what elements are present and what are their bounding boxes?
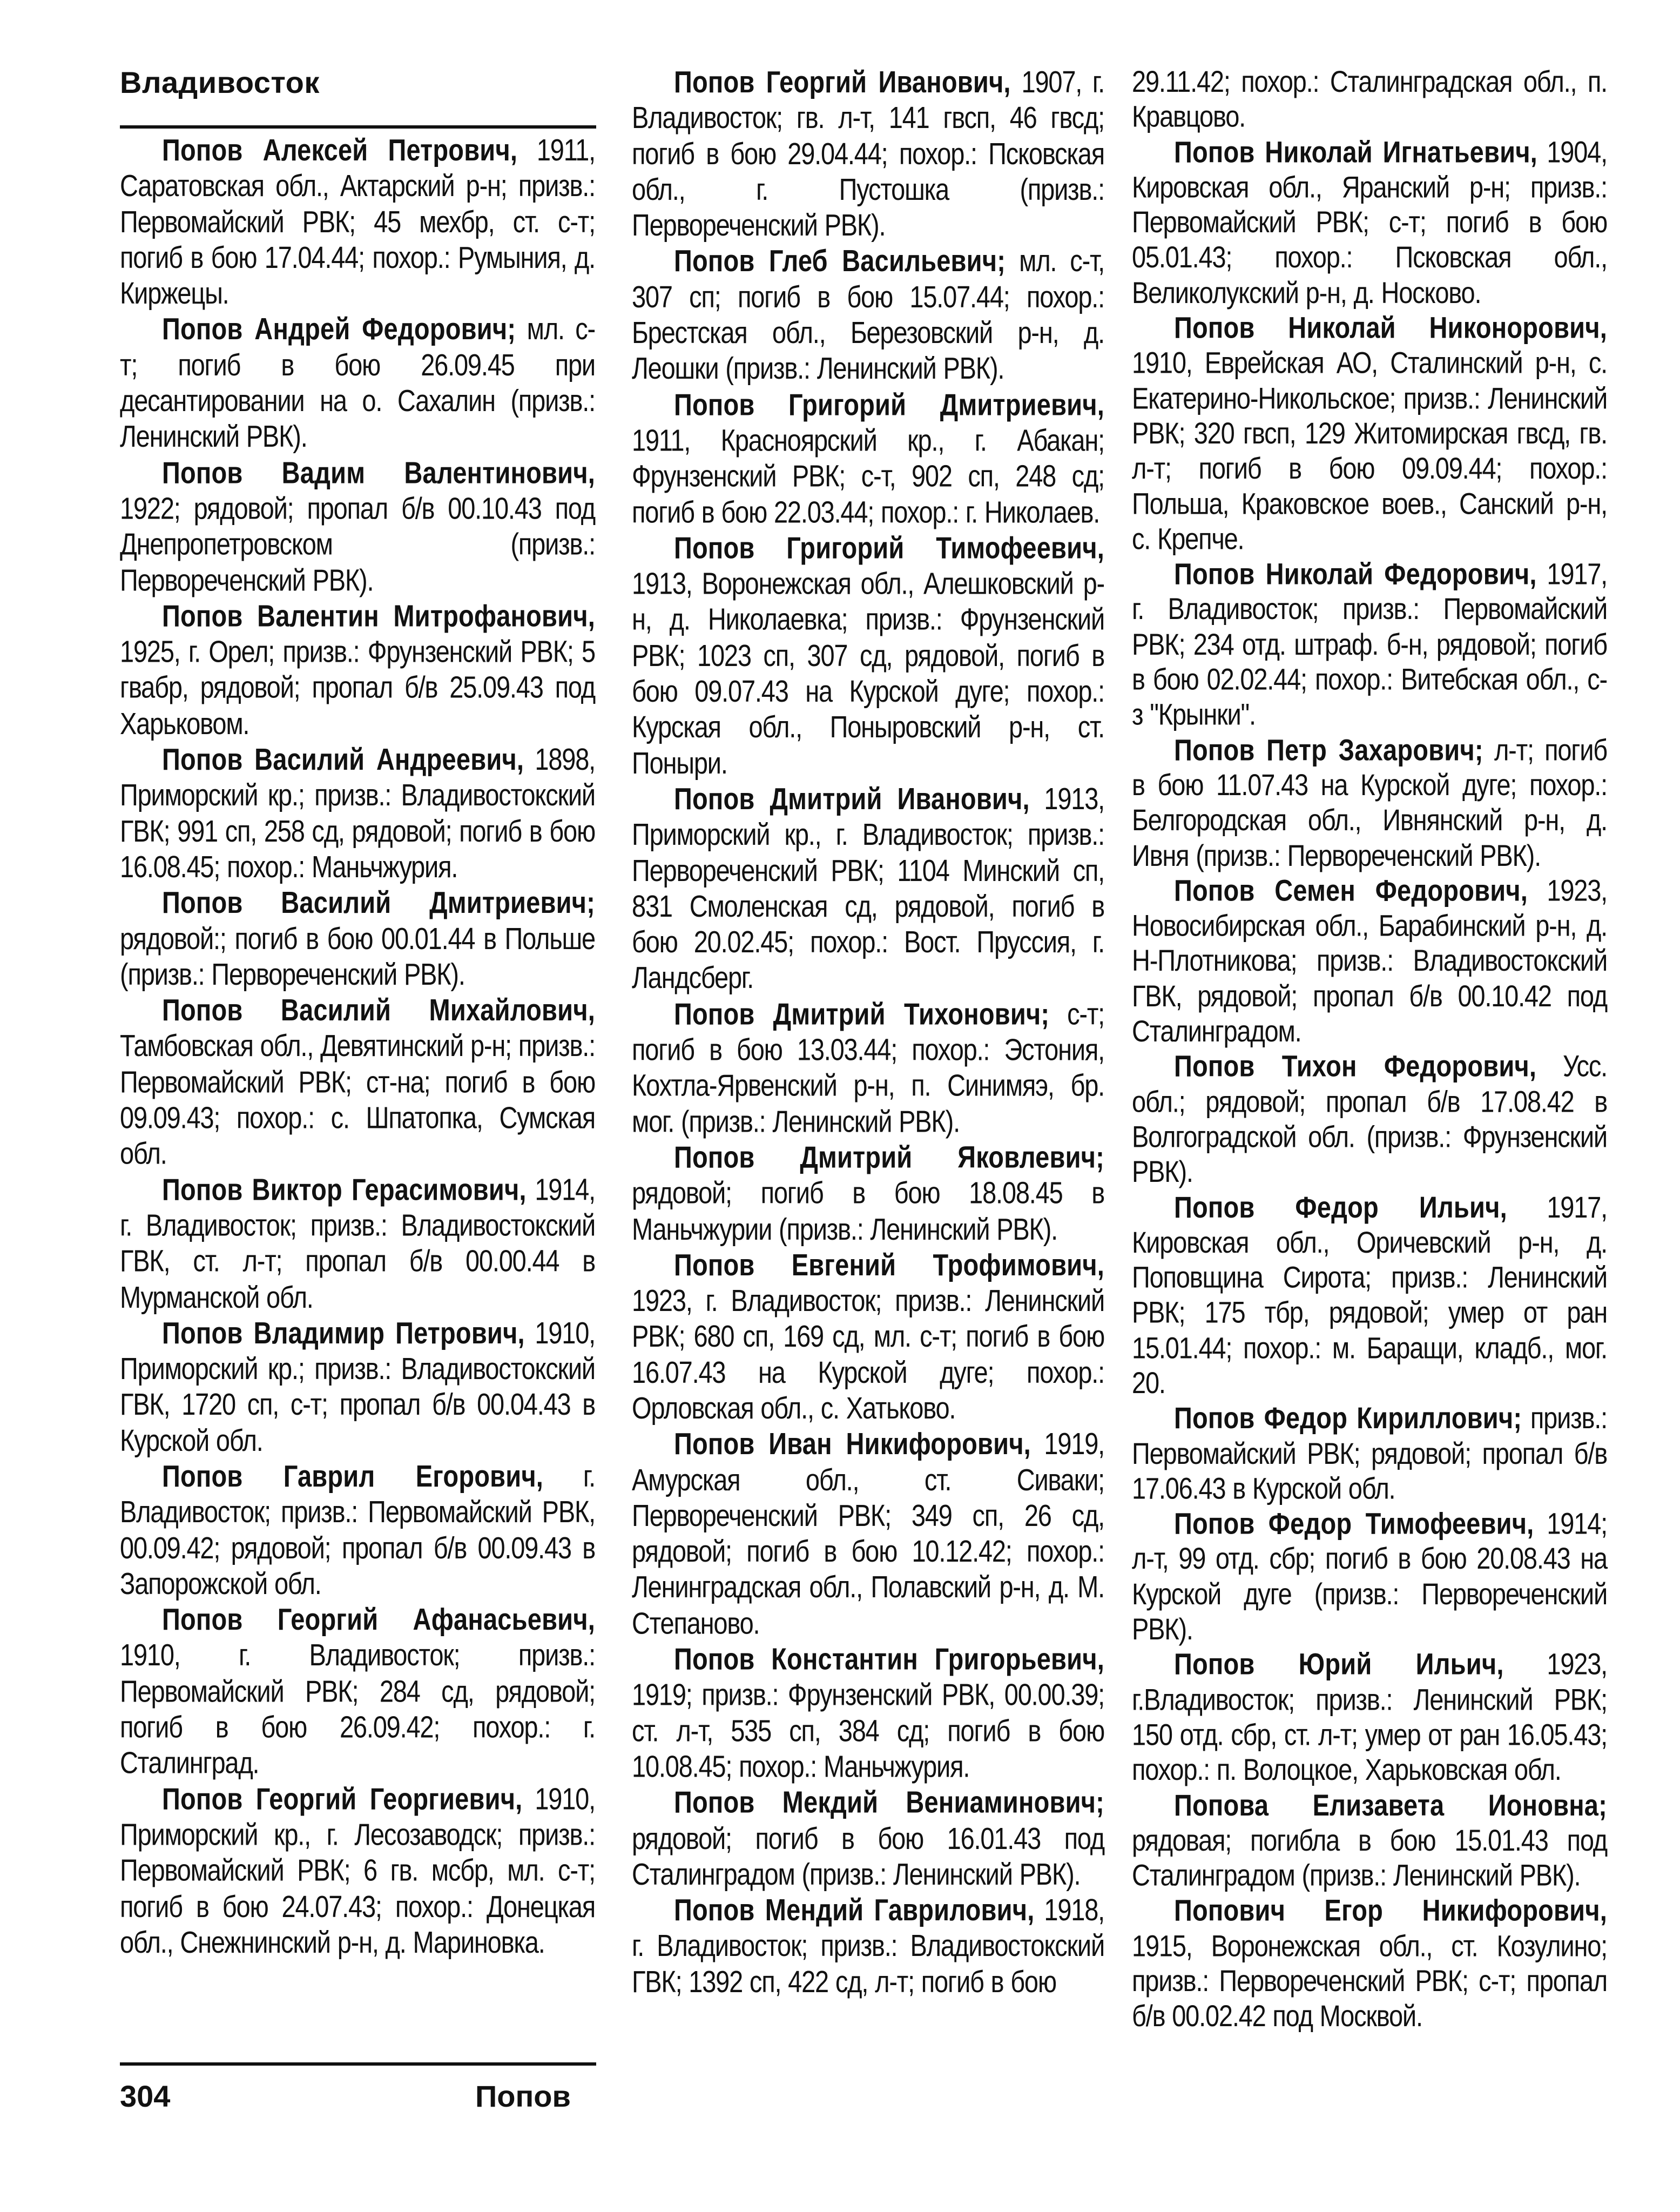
entry-name: Попович Егор Никифорович,	[1174, 1893, 1607, 1927]
entry	[1132, 556, 1607, 732]
entry-text: г. Владивосток; призв.: Первомайский РВК, 00.09.42; рядовой; пропал б/в 00.09.43 в Запорожской обл.	[120, 1458, 595, 1601]
entry	[120, 454, 595, 597]
entry	[1132, 1189, 1607, 1401]
entry-text: мл. с-т, 307 сп; погиб в бою 15.07.44; похор.: Брестская обл., Березовский р-н, д. Леошки (призв.: Ленинский РВК).	[632, 243, 1104, 386]
entry-name: Попов Георгий Афанасьевич,	[162, 1602, 595, 1637]
entry-name: Попова Елизавета Ионовна;	[1174, 1787, 1607, 1822]
entry-name: Попов Федор Кириллович;	[1174, 1401, 1522, 1435]
entry-name: Попов Федор Ильич,	[1174, 1189, 1507, 1224]
entry	[1132, 134, 1607, 310]
entry-text: призв.: Первомайский РВК; рядовой; пропал б/в 17.06.43 в Курской обл.	[1132, 1401, 1608, 1505]
entry	[632, 64, 1104, 243]
entry-name: Попов Евгений Трофимович,	[674, 1247, 1104, 1282]
entry-name: Попов Василий Андреевич,	[162, 742, 524, 776]
column-1	[120, 132, 595, 1960]
entry	[120, 132, 595, 311]
entry-text: 1907, г. Владивосток; гв. л-т, 141 гвсп, 46 гвсд; погиб в бою 29.04.44; похор.: Псковская обл., г. Пустошка (призв.: Первореченский РВК).	[632, 64, 1104, 243]
entry-text: 1922; рядовой; пропал б/в 00.10.43 под Днепропетровском (призв.: Первореченский РВК).	[120, 490, 595, 597]
entry-name: Попов Мендий Гаврилович,	[674, 1892, 1035, 1927]
entry-text: 1923, г. Владивосток; призв.: Ленинский РВК; 680 сп, 169 сд, мл. с-т; погиб в бою 16.07.43 на Курской дуге; похор.: Орловская обл., с. Хатьково.	[632, 1283, 1104, 1425]
entry	[1132, 1506, 1607, 1646]
entry-text: 1910, Приморский кр.; призв.: Владивостокский ГВК, 1720 сп, с-т; пропал б/в 00.04.43 в Курской обл.	[120, 1315, 595, 1457]
entry-name: Попов Вадим Валентинович,	[162, 455, 595, 490]
entry-text: 1911, Саратовская обл., Актарский р-н; призв.: Первомайский РВК; 45 мехбр, ст. с-т; погиб в бою 17.04.44; похор.: Румыния, д. Киржецы.	[120, 132, 595, 311]
entry-name: Попов Григорий Дмитриевич,	[674, 387, 1104, 422]
entry-name: Попов Дмитрий Тихонович;	[674, 996, 1050, 1031]
running-head: Владивосток	[120, 65, 320, 99]
entry-text: 1914, г. Владивосток; призв.: Владивостокский ГВК, ст. л-т; пропал б/в 00.00.44 в Мурманской обл.	[120, 1172, 595, 1314]
entry-text: 1918, г. Владивосток; призв.: Владивостокский ГВК; 1392 сп, 422 сд, л-т; погиб в бою	[632, 1892, 1104, 1999]
entry-text: с-т; погиб в бою 13.03.44; похор.: Эстония, Кохтла-Ярвенский р-н, п. Синимяэ, бр. мог. (призв.: Ленинский РВК).	[632, 996, 1105, 1139]
entry	[120, 598, 595, 741]
footer-rule	[120, 2062, 596, 2066]
entry-name: Попов Виктор Герасимович,	[162, 1172, 527, 1207]
entry	[632, 1247, 1104, 1426]
entry	[120, 1780, 595, 1960]
entry-text: 1911, Красноярский кр., г. Абакан; Фрунзенский РВК; с-т, 902 сп, 248 сд; погиб в бою 22.03.44; похор.: г. Николаев.	[632, 422, 1104, 529]
entry	[1132, 1787, 1607, 1893]
entry	[120, 741, 595, 884]
entry-name: Попов Василий Михайлович,	[162, 992, 595, 1027]
entry	[120, 1602, 595, 1781]
entry-text: 1917, Кировская обл., Оричевский р-н, д. Поповщина Сирота; призв.: Ленинский РВК; 175 тбр, рядовой; умер от ран 15.01.44; похор.: м. Баращи, кладб., мог. 20.	[1132, 1189, 1607, 1400]
entry	[120, 884, 595, 992]
entry	[632, 781, 1104, 996]
entry-text: 1913, Приморский кр., г. Владивосток; призв.: Первореченский РВК; 1104 Минский сп, 831 Смоленская сд, рядовой, погиб в бою 20.02.45; похор.: Вост. Пруссия, г. Ландсберг.	[632, 781, 1104, 995]
entry-text: 1915, Воронежская обл., ст. Козулино; призв.: Первореченский РВК; с-т; пропал б/в 00.02.42 под Москвой.	[1132, 1928, 1607, 2033]
entry	[1132, 1048, 1607, 1189]
entry-name: Попов Иван Никифорович,	[674, 1426, 1031, 1461]
page-number: 304	[120, 2079, 171, 2113]
entry-text: 1923, г.Владивосток; призв.: Ленинский РВК; 150 отд. сбр, ст. л-т; умер от ран 16.05.43; похор.: п. Волоцкое, Харьковская обл.	[1132, 1647, 1607, 1787]
entry-name: Попов Георгий Георгиевич,	[162, 1781, 523, 1816]
entry-text: 1910, г. Владивосток; призв.: Первомайский РВК; 284 сд, рядовой; погиб в бою 26.09.42; похор.: г. Сталинград.	[120, 1638, 595, 1780]
entry	[632, 1139, 1104, 1247]
entry-text: мл. с-т; погиб в бою 26.09.45 при десантировании на о. Сахалин (призв.: Ленинский РВК).	[120, 311, 595, 454]
entry-name: Попов Василий Дмитриевич;	[162, 885, 595, 920]
entry-name: Попов Валентин Митрофанович,	[162, 598, 595, 633]
header-rule	[120, 125, 596, 129]
entry-text: 1919, Амурская обл., ст. Сиваки; Первореченский РВК; 349 сп, 26 сд, рядовой; погиб в бою 10.12.42; похор.: Ленинградская обл., Полавский р-н, д. М. Степаново.	[632, 1426, 1104, 1640]
entry-text: рядовая; погибла в бою 15.01.43 под Сталинградом (призв.: Ленинский РВК).	[1132, 1823, 1607, 1892]
entry	[120, 311, 595, 454]
entry	[632, 1641, 1104, 1784]
entry-name: Попов Юрий Ильич,	[1174, 1647, 1504, 1681]
entry-text: Усс. обл.; рядовой; пропал б/в 17.08.42 в Волгоградской обл. (призв.: Фрунзенский РВК).	[1132, 1049, 1607, 1189]
entry	[1132, 64, 1607, 134]
entry-name: Попов Андрей Федорович;	[162, 311, 516, 346]
entry-name: Попов Семен Федорович,	[1174, 873, 1528, 907]
entry	[1132, 1893, 1607, 2033]
entry-name: Попов Николай Игнатьевич,	[1174, 135, 1537, 169]
entry	[1132, 310, 1607, 556]
entry-name: Попов Глеб Васильевич;	[674, 243, 1006, 278]
entry-name: Попов Дмитрий Яковлевич;	[674, 1139, 1104, 1174]
entry-text: 1923, Новосибирская обл., Барабинский р-н, д. Н-Плотникова; призв.: Владивостокский ГВК, рядовой; пропал б/в 00.10.42 под Сталинградом.	[1132, 873, 1607, 1048]
entry	[120, 1171, 595, 1314]
entry	[632, 243, 1104, 386]
entry	[120, 1315, 595, 1458]
entry-text: 1919; призв.: Фрунзенский РВК, 00.00.39; ст. л-т, 535 сп, 384 сд; погиб в бою 10.08.45; похор.: Маньчжурия.	[632, 1677, 1104, 1784]
entry-text: рядовой; погиб в бою 18.08.45 в Маньчжурии (призв.: Ленинский РВК).	[632, 1175, 1104, 1246]
entry	[632, 1784, 1104, 1892]
entry-name: Попов Григорий Тимофеевич,	[674, 530, 1104, 565]
column-2	[632, 64, 1104, 1999]
entry-text: 1925, г. Орел; призв.: Фрунзенский РВК; 5 гвабр, рядовой; пропал б/в 25.09.43 под Харьковом.	[120, 634, 595, 741]
entry-name: Попов Георгий Иванович,	[674, 64, 1011, 99]
entry-name: Попов Владимир Петрович,	[162, 1315, 525, 1350]
entry-text: 1917, г. Владивосток; призв.: Первомайский РВК; 234 отд. штраф. б-н, рядовой; погиб в бою 02.02.44; похор.: Витебская обл., с-з "Крынки".	[1132, 556, 1607, 731]
entry-text: 1913, Воронежская обл., Алешковский р-н, д. Николаевка; призв.: Фрунзенский РВК; 1023 сп, 307 сд, рядовой, погиб в бою 09.07.43 на Курской дуге; похор.: Курская обл., Поныровский р-н, ст. Поныри.	[632, 566, 1104, 780]
entry-name: Попов Мекдий Вениаминович;	[674, 1785, 1104, 1819]
entry	[120, 1458, 595, 1601]
column-3	[1132, 64, 1607, 2034]
entry-name: Попов Николай Федорович,	[1174, 556, 1537, 591]
entry-text: 1914; л-т, 99 отд. сбр; погиб в бою 20.08.43 на Курской дуге (призв.: Первореченский РВК).	[1132, 1506, 1607, 1646]
entry	[1132, 1400, 1607, 1505]
entry	[632, 530, 1104, 781]
entry	[632, 1892, 1104, 1999]
entry-text: 29.11.42; похор.: Сталинградская обл., п. Кравцово.	[1132, 64, 1607, 133]
entry-name: Попов Петр Захарович;	[1174, 732, 1483, 767]
entry	[1132, 1646, 1607, 1787]
entry-name: Попов Федор Тимофеевич,	[1174, 1506, 1534, 1541]
entry	[1132, 732, 1607, 872]
entry-text: 1910, Приморский кр., г. Лесозаводск; призв.: Первомайский РВК; 6 гв. мсбр, мл. с-т; погиб в бою 24.07.43; похор.: Донецкая обл., Снежнинский р-н, д. Мариновка.	[120, 1781, 595, 1959]
entry-text: л-т; погиб в бою 11.07.43 на Курской дуге; похор.: Белгородская обл., Ивнянский р-н, д. Ивня (призв.: Первореченский РВК).	[1132, 732, 1607, 872]
entry	[120, 992, 595, 1172]
running-word: Попов	[475, 2079, 571, 2113]
entry	[632, 996, 1104, 1139]
entry-text: 1910, Еврейская АО, Сталинский р-н, с. Екатерино-Никольское; призв.: Ленинский РВК; 320 гвсп, 129 Житомирская гвсд, гв. л-т; погиб в бою 09.09.44; похор.: Польша, Краковское воев., Санский р-н, с. Крепче.	[1132, 346, 1607, 556]
entry-text: 1904, Кировская обл., Яранский р-н; призв.: Первомайский РВК; с-т; погиб в бою 05.01.43; похор.: Псковская обл., Великолукский р-н, д. Носково.	[1132, 135, 1607, 310]
entry-name: Попов Константин Григорьевич,	[674, 1641, 1104, 1676]
entry	[1132, 873, 1607, 1049]
entry-text: 1898, Приморский кр.; призв.: Владивостокский ГВК; 991 сп, 258 сд, рядовой; погиб в бою 16.08.45; похор.: Маньчжурия.	[120, 742, 595, 884]
entry-name: Попов Тихон Федорович,	[1174, 1049, 1537, 1083]
entry	[632, 1426, 1104, 1641]
entry-name: Попов Николай Никонорович,	[1174, 310, 1607, 345]
entry-text: Тамбовская обл., Девятинский р-н; призв.: Первомайский РВК; ст-на; погиб в бою 09.09.43; похор.: с. Шпатопка, Сумская обл.	[120, 1028, 595, 1171]
entry-name: Попов Гаврил Егорович,	[162, 1458, 544, 1493]
entry	[632, 386, 1104, 529]
entry-name: Попов Алексей Петрович,	[162, 132, 518, 167]
entry-text: рядовой; погиб в бою 16.01.43 под Сталинградом (призв.: Ленинский РВК).	[632, 1820, 1104, 1891]
entry-text: рядовой:; погиб в бою 00.01.44 в Польше (призв.: Первореченский РВК).	[120, 921, 595, 991]
entry-name: Попов Дмитрий Иванович,	[674, 781, 1030, 816]
